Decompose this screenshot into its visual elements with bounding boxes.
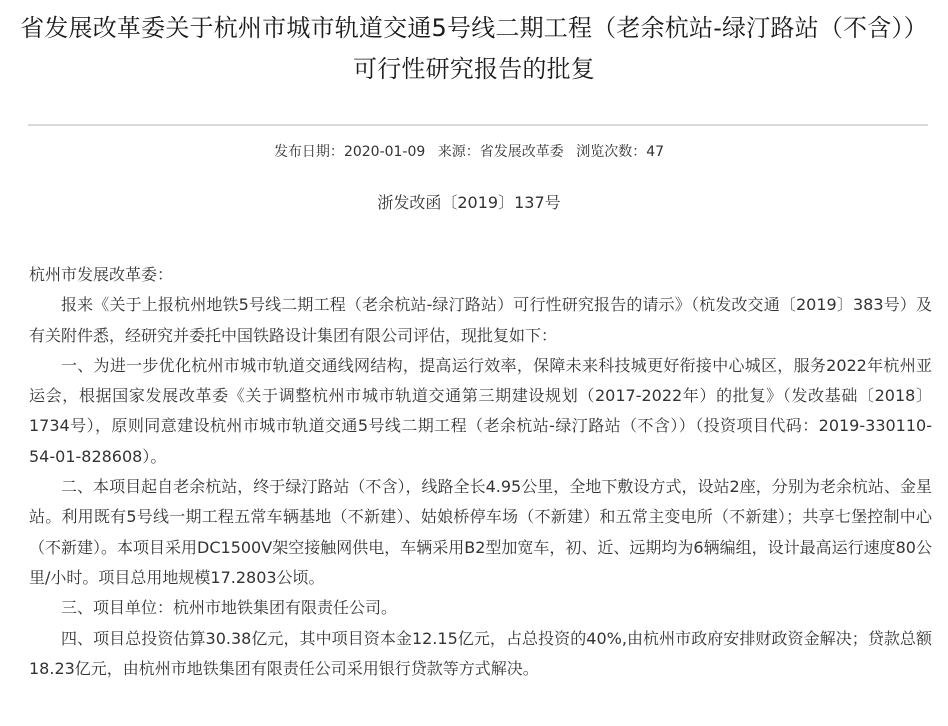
source: [438, 144, 564, 160]
document-number: 浙发改函〔2019〕137号: [377, 193, 561, 212]
paragraph: 三、项目单位：杭州市地铁集团有限责任公司。: [61, 598, 398, 618]
view-count: [576, 144, 664, 160]
source-value: 省发展改革委: [479, 144, 564, 160]
addressee: 杭州市发展改革委：: [29, 265, 174, 284]
source-label: 来源：: [437, 144, 480, 160]
paragraph: 报来《关于上报杭州地铁5号线二期工程（老余杭站-绿汀路站）可行性研究报告的请示》（杭发改交通〔2019〕383号）及有关附件悉，经研究并委托中国铁路设计集团有限公司评估，现批复如下：: [29, 295, 932, 345]
article-body: [29, 260, 932, 684]
article-meta: [0, 141, 938, 163]
publish-date-value: 2020-01-09: [343, 144, 426, 160]
publish-date-label: 发布日期：: [273, 144, 344, 160]
view-count-value: 47: [646, 144, 665, 160]
paragraph: 二、本项目起自老余杭站，终于绿汀路站（不含），线路全长4.95公里，全地下敷设方式，设站2座，分别为老余杭站、金星站。利用既有5号线一期工程五常车辆基地（不新建）、姑娘桥停车场（不新建）和五常主变电所（不新建）；共享七堡控制中心（不新建）。本项目采用DC1500V架空接触网供电，车辆采用B2型加宽车，初、近、远期均为6辆编组，设计最高运行速度80公里/小时。项目总用地规模17.2803公顷。: [29, 477, 932, 587]
publish-date: [274, 144, 425, 160]
paragraph: 四、项目总投资估算30.38亿元，其中项目资本金12.15亿元，占总投资的40%,由杭州市政府安排财政资金解决；贷款总额18.23亿元，由杭州市地铁集团有限责任公司采用银行贷款等方式解决。: [29, 628, 932, 678]
view-count-label: 浏览次数：: [576, 144, 647, 160]
title-divider: [28, 124, 928, 126]
paragraph: 一、为进一步优化杭州市城市轨道交通线网结构，提高运行效率，保障未来科技城更好衔接中心城区，服务2022年杭州亚运会，根据国家发展改革委《关于调整杭州市城市轨道交通第三期建设规划（2017-2022年）的批复》（发改基础〔2018〕1734号），原则同意建设杭州市城市轨道交通5号线二期工程（老余杭站-绿汀路站（不含））（投资项目代码：2019-330110-54-01-828608）。: [29, 355, 932, 466]
article-title: 省发展改革委关于杭州市城市轨道交通5号线二期工程（老余杭站-绿汀路站（不含））可行性研究报告的批复: [20, 14, 928, 83]
